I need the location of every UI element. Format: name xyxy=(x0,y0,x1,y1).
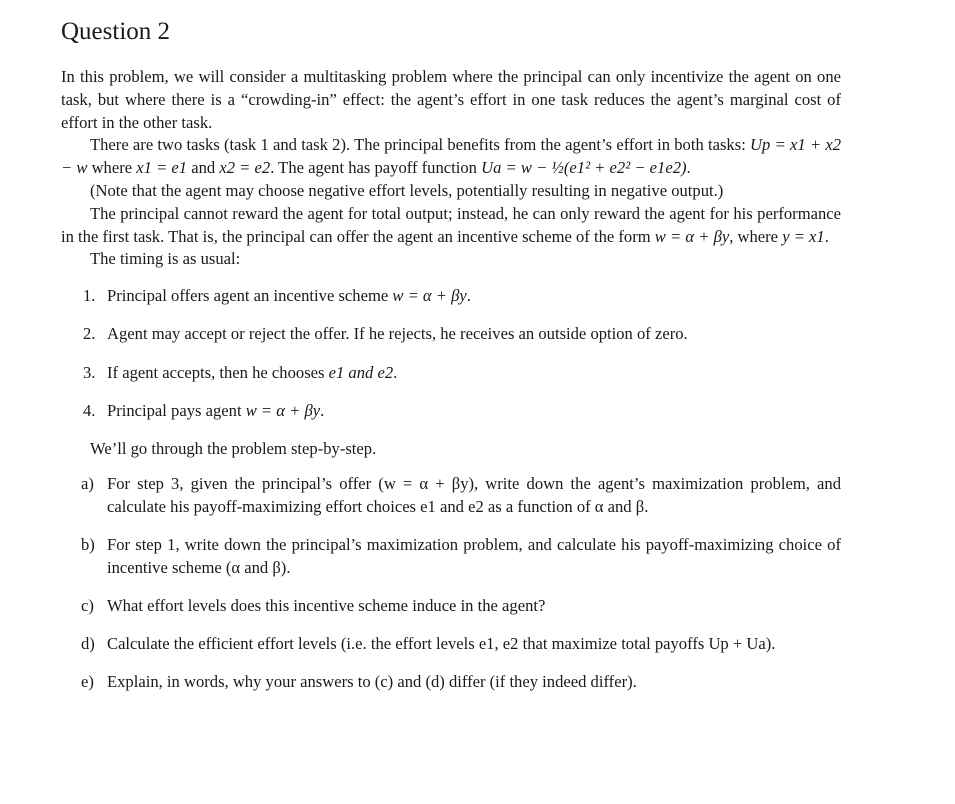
principal-payoff-formula: Up = x1 + x2 − w xyxy=(61,135,841,178)
step-end: . xyxy=(466,286,471,306)
question-part xyxy=(61,633,841,656)
part-text: Explain, in words, why your answers to (c) and (d) differ (if they indeed differ). xyxy=(107,672,637,692)
x1-definition: x1 = e1 xyxy=(136,158,188,178)
reward-where: , where xyxy=(729,226,783,246)
reward-end: . xyxy=(824,226,829,246)
step-math: w = α + βy xyxy=(392,286,467,306)
steps-outro: We’ll go through the problem step-by-step. xyxy=(90,438,377,458)
step-number: 3. xyxy=(83,362,96,382)
reward-paragraph xyxy=(61,203,841,249)
step-math: e1 and e2 xyxy=(328,362,394,382)
part-text: Calculate the efficient effort levels (i.e. the effort levels e1, e2 that maximize total payoffs Up + Ua). xyxy=(107,633,776,653)
step-text: Principal offers agent an incentive scheme xyxy=(107,286,393,306)
incentive-scheme-formula: w = α + βy xyxy=(654,226,730,246)
step-math: w = α + βy xyxy=(245,400,321,420)
question-part xyxy=(61,595,841,618)
step-number: 1. xyxy=(83,286,96,306)
tasks-where: where xyxy=(87,158,137,178)
tasks-paragraph xyxy=(61,134,841,180)
tasks-text: There are two tasks (task 1 and task 2). The principal benefits from the agent’s effort in both tasks: xyxy=(90,135,751,155)
question-title: Question 2 xyxy=(61,18,171,45)
part-label: d) xyxy=(81,633,95,653)
reward-text: The principal cannot reward the agent for total output; instead, he can only reward the agent for his performance in the first task. That is, the principal can offer the agent an incentive scheme of the form xyxy=(61,203,841,246)
tasks-and: and xyxy=(187,158,220,178)
x2-definition: x2 = e2 xyxy=(219,158,271,178)
question-parts-list xyxy=(61,473,841,694)
step-text: Principal pays agent xyxy=(107,400,246,420)
timing-steps-list xyxy=(61,285,841,422)
part-label: a) xyxy=(81,473,94,493)
note-paragraph: (Note that the agent may choose negative effort levels, potentially resulting in negative output.) xyxy=(90,180,724,200)
timing-step xyxy=(61,323,841,346)
timing-step xyxy=(61,285,841,308)
timing-step xyxy=(61,400,841,423)
step-end: . xyxy=(320,400,325,420)
question-part xyxy=(61,671,841,694)
step-text: If agent accepts, then he chooses xyxy=(107,362,329,382)
timing-intro: The timing is as usual: xyxy=(90,249,241,269)
y-definition: y = x1 xyxy=(782,226,825,246)
part-label: e) xyxy=(81,672,94,692)
step-end: . xyxy=(393,362,398,382)
agent-payoff-formula: Ua = w − ½(e1² + e2² − e1e2) xyxy=(481,158,687,178)
part-label: c) xyxy=(81,595,94,615)
timing-step xyxy=(61,362,841,385)
tasks-text-2: . The agent has payoff function xyxy=(270,158,482,178)
question-body xyxy=(61,66,841,709)
question-part xyxy=(61,473,841,519)
part-text: For step 1, write down the principal’s maximization problem, and calculate his payoff-maximizing choice of incentive scheme (α and β). xyxy=(107,534,841,577)
step-number: 4. xyxy=(83,400,96,420)
part-text: For step 3, given the principal’s offer (w = α + βy), write down the agent’s maximization problem, and calculate his payoff-maximizing effort choices e1 and e2 as a function of α and β. xyxy=(107,473,841,516)
tasks-end: . xyxy=(686,158,691,178)
part-text: What effort levels does this incentive scheme induce in the agent? xyxy=(107,595,546,615)
step-number: 2. xyxy=(83,324,96,344)
intro-paragraph: In this problem, we will consider a multitasking problem where the principal can only incentivize the agent on one task, but where there is a “crowding-in” effect: the agent’s effort in one task reduces the agent’s marginal cost of effort in the other task. xyxy=(61,67,841,132)
part-label: b) xyxy=(81,534,95,554)
question-part xyxy=(61,534,841,580)
step-text: Agent may accept or reject the offer. If he rejects, he receives an outside option of zero. xyxy=(107,324,688,344)
